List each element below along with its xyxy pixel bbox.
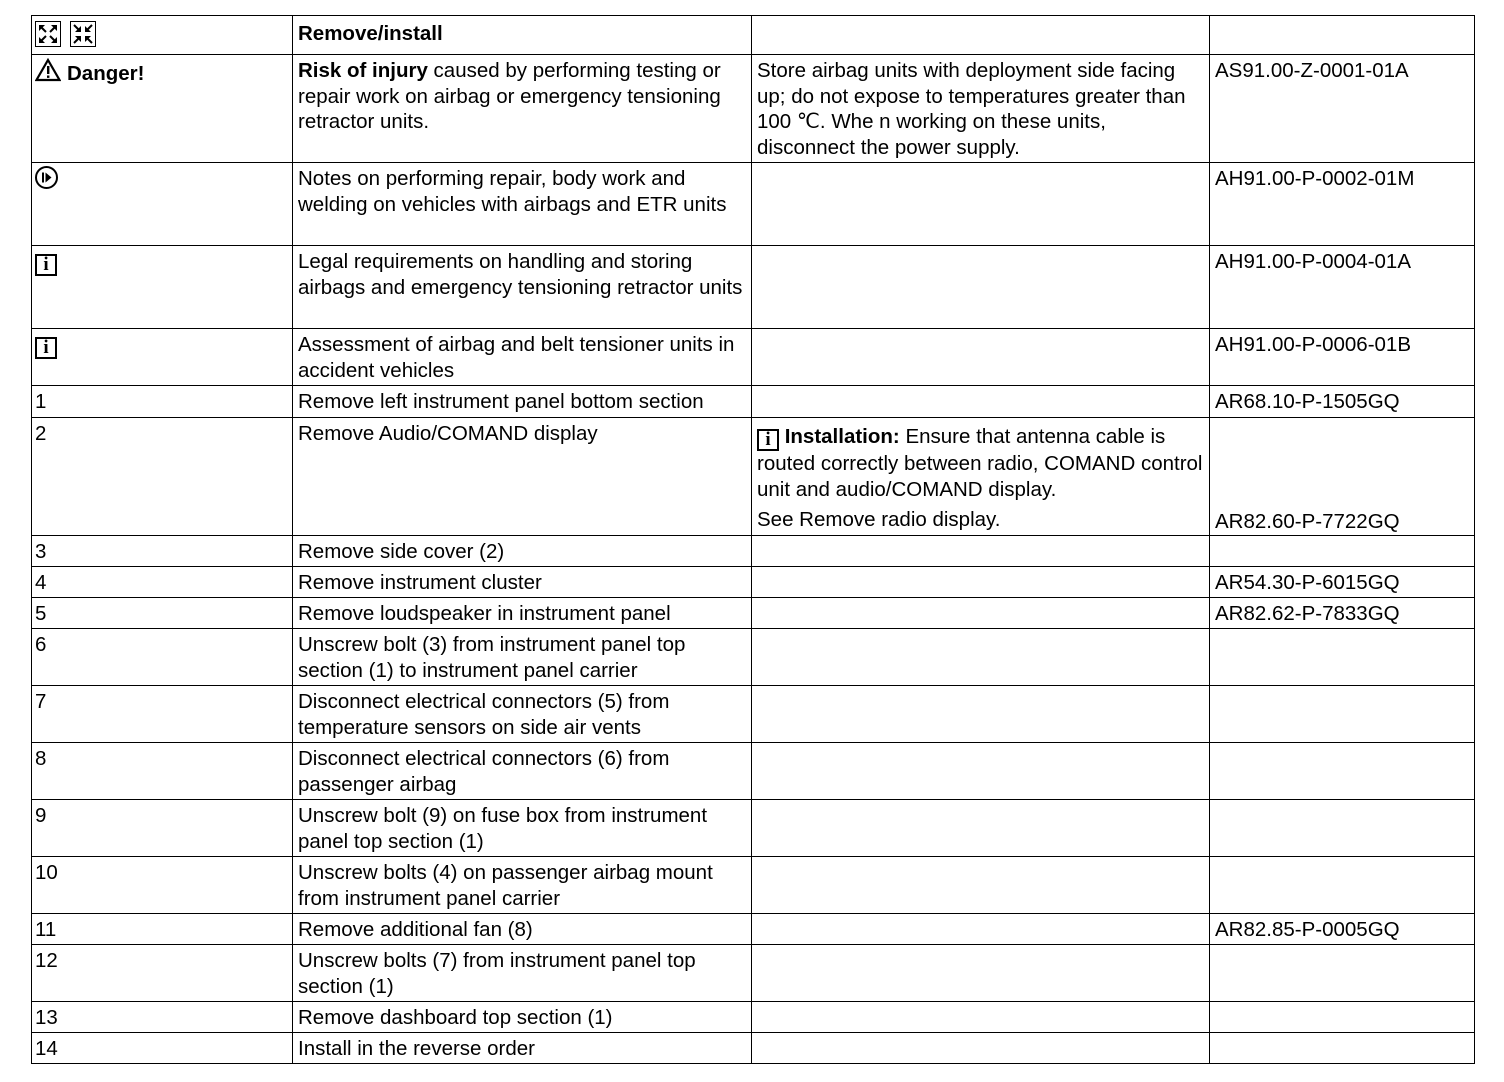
step-text: Install in the reverse order (293, 1033, 752, 1064)
step-row (32, 386, 1475, 418)
measure-cell: Store airbag units with deployment side facing up; do not expose to temperatures greater than 100 ℃. Whe n working on these units, disconnect the power supply. (752, 55, 1210, 163)
expand-icon[interactable] (35, 21, 61, 47)
note-row (32, 246, 1475, 329)
info-icon: i (757, 429, 779, 451)
header-row (32, 16, 1475, 55)
step-row (32, 629, 1475, 686)
risk-bold-text: Risk of injury (298, 59, 428, 82)
step-note-cell (752, 418, 1210, 536)
step-number: 8 (32, 743, 293, 800)
step-text: Remove left instrument panel bottom section (293, 386, 752, 418)
step-note-cell (752, 914, 1210, 945)
step-ref-link[interactable]: AR82.85-P-0005GQ (1210, 914, 1475, 945)
step-number: 5 (32, 598, 293, 629)
warning-triangle-icon (35, 58, 61, 82)
step-ref-link[interactable] (1210, 1002, 1475, 1033)
step-text: Remove dashboard top section (1) (293, 1002, 752, 1033)
step-row (32, 567, 1475, 598)
info-icon: i (35, 254, 57, 276)
step-row (32, 1002, 1475, 1033)
step-ref-link[interactable] (1210, 536, 1475, 567)
step-ref-link[interactable] (1210, 1033, 1475, 1064)
info-icon: i (35, 337, 57, 359)
step-note-cell (752, 629, 1210, 686)
step-note-cell (752, 386, 1210, 418)
step-ref-link[interactable] (1210, 800, 1475, 857)
note-icon-cell (32, 246, 293, 329)
step-number: 13 (32, 1002, 293, 1033)
danger-ref-link[interactable]: AS91.00-Z-0001-01A (1210, 55, 1475, 163)
note-empty-cell (752, 329, 1210, 386)
step-number: 6 (32, 629, 293, 686)
step-row (32, 857, 1475, 914)
header-title: Remove/install (293, 16, 752, 55)
step-note-cell (752, 857, 1210, 914)
step-ref-cell (1210, 418, 1475, 536)
step-row (32, 743, 1475, 800)
header-empty-cell (752, 16, 1210, 55)
step-text: Disconnect electrical connectors (6) from passenger airbag (293, 743, 752, 800)
step-ref-link[interactable]: AR68.10-P-1505GQ (1210, 386, 1475, 418)
step-note-cell (752, 1002, 1210, 1033)
step-text: Unscrew bolt (9) on fuse box from instrument panel top section (1) (293, 800, 752, 857)
note-icon-cell (32, 163, 293, 246)
step-row (32, 945, 1475, 1002)
see-reference-text: See Remove radio display. (757, 508, 1001, 531)
step-number: 4 (32, 567, 293, 598)
danger-label: Danger! (67, 62, 145, 85)
step-ref-link[interactable] (1210, 629, 1475, 686)
step-text: Remove side cover (2) (293, 536, 752, 567)
step-number: 3 (32, 536, 293, 567)
step-note-cell (752, 567, 1210, 598)
note-empty-cell (752, 246, 1210, 329)
step-ref-link[interactable] (1210, 743, 1475, 800)
step-note-cell (752, 1033, 1210, 1064)
step-text: Remove additional fan (8) (293, 914, 752, 945)
header-icons-cell (32, 16, 293, 55)
note-ref-link[interactable]: AH91.00-P-0004-01A (1210, 246, 1475, 329)
step-text: Remove loudspeaker in instrument panel (293, 598, 752, 629)
step-ref-link[interactable] (1210, 945, 1475, 1002)
step-text: Unscrew bolt (3) from instrument panel top section (1) to instrument panel carrier (293, 629, 752, 686)
note-arrow-icon (35, 166, 58, 189)
note-icon-cell (32, 329, 293, 386)
step-row (32, 686, 1475, 743)
risk-cell (293, 55, 752, 163)
step-note-cell (752, 800, 1210, 857)
step-text: Remove Audio/COMAND display (293, 418, 752, 536)
step-text: Disconnect electrical connectors (5) from temperature sensors on side air vents (293, 686, 752, 743)
note-row (32, 329, 1475, 386)
note-text: Notes on performing repair, body work and welding on vehicles with airbags and ETR units (293, 163, 752, 246)
step-text: Unscrew bolts (4) on passenger airbag mount from instrument panel carrier (293, 857, 752, 914)
installation-label: Installation: (784, 425, 900, 448)
step-number: 9 (32, 800, 293, 857)
step-note-cell (752, 536, 1210, 567)
step-row (32, 418, 1475, 536)
step-text: Unscrew bolts (7) from instrument panel top section (1) (293, 945, 752, 1002)
step-number: 2 (32, 418, 293, 536)
note-ref-link[interactable]: AH91.00-P-0002-01M (1210, 163, 1475, 246)
step-text: Remove instrument cluster (293, 567, 752, 598)
step-ref-link[interactable]: AR82.60-P-7722GQ (1215, 509, 1400, 533)
note-ref-link[interactable]: AH91.00-P-0006-01B (1210, 329, 1475, 386)
step-note-cell (752, 598, 1210, 629)
step-ref-link[interactable]: AR82.62-P-7833GQ (1210, 598, 1475, 629)
risk-text: caused by performing testing or repair work on airbag or emergency tensioning retractor units. (298, 59, 721, 133)
step-row (32, 800, 1475, 857)
step-row (32, 914, 1475, 945)
step-note-cell (752, 686, 1210, 743)
danger-cell (32, 55, 293, 163)
danger-row (32, 55, 1475, 163)
step-number: 14 (32, 1033, 293, 1064)
step-note-cell (752, 945, 1210, 1002)
note-text: Assessment of airbag and belt tensioner units in accident vehicles (293, 329, 752, 386)
step-ref-link[interactable]: AR54.30-P-6015GQ (1210, 567, 1475, 598)
step-number: 7 (32, 686, 293, 743)
note-empty-cell (752, 163, 1210, 246)
collapse-icon[interactable] (70, 21, 96, 47)
procedure-table (31, 15, 1475, 1064)
note-text: Legal requirements on handling and storing airbags and emergency tensioning retractor units (293, 246, 752, 329)
note-row (32, 163, 1475, 246)
step-row (32, 1033, 1475, 1064)
step-row (32, 536, 1475, 567)
step-ref-link[interactable] (1210, 857, 1475, 914)
header-empty-cell (1210, 16, 1475, 55)
step-note-cell (752, 743, 1210, 800)
installation-text: Ensure that antenna cable is routed correctly between radio, COMAND control unit and audio/COMAND display. (757, 425, 1203, 501)
step-number: 10 (32, 857, 293, 914)
step-number: 11 (32, 914, 293, 945)
step-number: 12 (32, 945, 293, 1002)
step-number: 1 (32, 386, 293, 418)
step-ref-link[interactable] (1210, 686, 1475, 743)
step-row (32, 598, 1475, 629)
